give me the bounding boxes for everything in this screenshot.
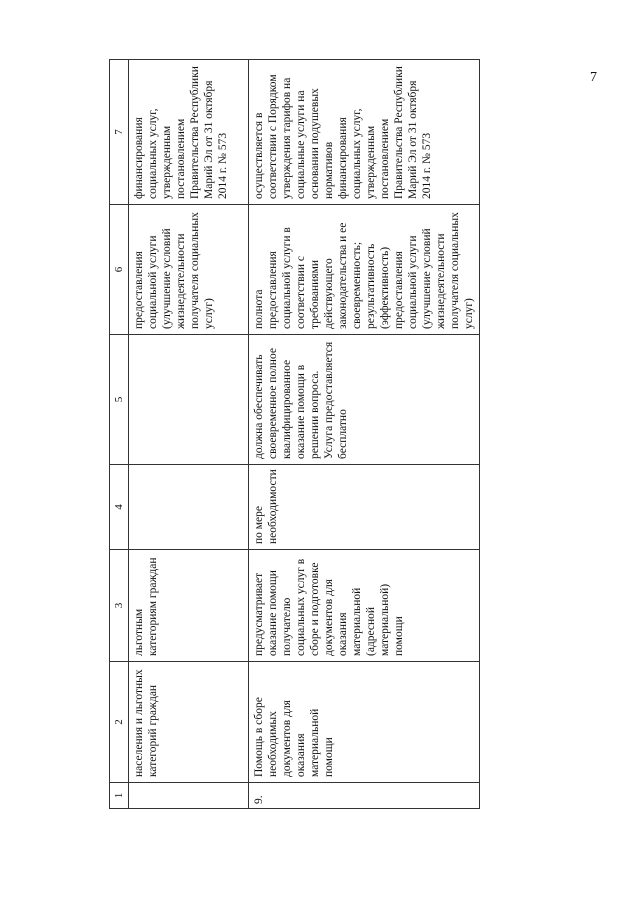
column-header-5: 5 <box>110 335 129 465</box>
row-number-label: 9. <box>253 795 265 804</box>
table-row-9 <box>249 60 480 809</box>
cell-row-number <box>249 783 480 809</box>
cell-service-name: населения и льготных категорий граждан <box>129 662 249 783</box>
column-header-1: 1 <box>110 783 129 809</box>
header-row <box>110 60 129 809</box>
cell-service-name: Помощь в сборе необходимых документов для оказания материальной помощи <box>249 662 480 783</box>
column-header-7: 7 <box>110 60 129 205</box>
cell-service-standards <box>129 335 249 465</box>
cell-quality-indicators: предоставления социальной услуги (улучшение условий жизнедеятельности получателя социальных услуг) <box>129 205 249 335</box>
column-header-2: 2 <box>110 662 129 783</box>
column-header-3: 3 <box>110 550 129 662</box>
cell-funding-conditions: осуществляется в соответствии с Порядком утверждения тарифов на социальные услуги на основании подушевых нормативов финансирования социальных услуг, утвержденным постановлением Правительства Республики Марий Эл от 31 октября 2014 г. № 573 <box>249 60 480 205</box>
page-number: 7 <box>590 70 597 85</box>
cell-service-description: льготным категориям граждан <box>129 550 249 662</box>
cell-row-number <box>129 783 249 809</box>
cell-service-description: предусматривает оказание помощи получателю социальных услуг в сборе и подготовке документов для оказания материальной (адресной материальной) помощи <box>249 550 480 662</box>
cell-service-term: по мере необходимости <box>249 465 480 550</box>
cell-service-standards: должна обеспечивать своевременное полное квалифицированное оказание помощи в решении вопроса. Услуга предоставляется бесплатно <box>249 335 480 465</box>
table-row-continued <box>129 60 249 809</box>
services-table <box>109 59 480 809</box>
cell-funding-conditions: финансирования социальных услуг, утвержденным постановлением Правительства Республики Марий Эл от 31 октября 2014 г. № 573 <box>129 60 249 205</box>
rotated-table-sheet <box>109 60 589 809</box>
cell-service-term <box>129 465 249 550</box>
column-header-6: 6 <box>110 205 129 335</box>
column-header-4: 4 <box>110 465 129 550</box>
cell-quality-indicators: полнота предоставления социальной услуги в соответствии с требованиями действующего законодательства и ее своевременность; результативность (эффективность) предоставления социальной услуги (улучшение условий жизнедеятельности получателя социальных услуг) <box>249 205 480 335</box>
